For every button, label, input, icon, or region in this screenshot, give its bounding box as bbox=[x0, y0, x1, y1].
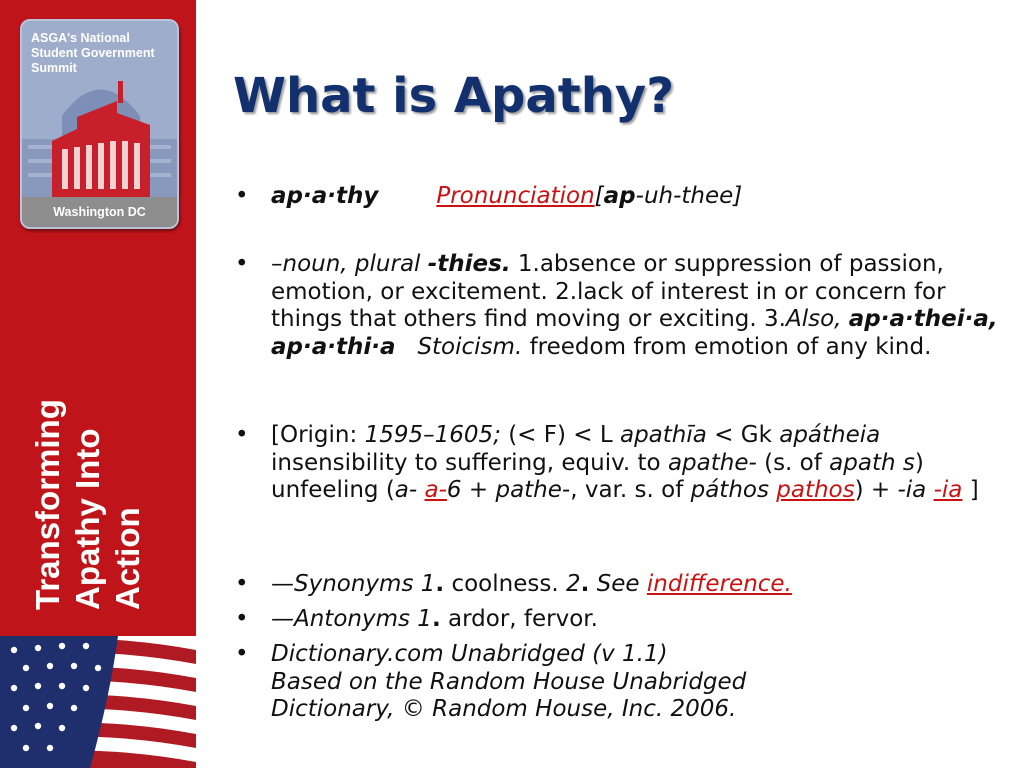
sidebar bbox=[0, 0, 196, 768]
bullet-origin bbox=[233, 422, 1003, 505]
pronunciation-link[interactable]: Pronunciation bbox=[436, 183, 595, 209]
origin-greek: apátheia bbox=[779, 422, 881, 448]
origin-text: (< F) < L bbox=[500, 422, 620, 448]
sense-number: 1 bbox=[420, 571, 436, 597]
bullet-definition bbox=[233, 251, 1003, 361]
definition-text-2: freedom from emotion of any kind. bbox=[529, 333, 932, 360]
link-a[interactable]: a- bbox=[424, 477, 447, 503]
antonyms-label: —Antonyms bbox=[271, 606, 410, 632]
see-label: See bbox=[596, 571, 640, 597]
field-label: Stoicism. bbox=[417, 333, 523, 360]
link-pathos[interactable]: pathos bbox=[776, 477, 855, 503]
sense-number: 1 bbox=[417, 606, 432, 632]
slide-title: What is Apathy? bbox=[233, 68, 675, 124]
origin-text: ] bbox=[962, 477, 979, 503]
origin-a: a- bbox=[394, 477, 418, 503]
pron-stress: ap bbox=[603, 183, 636, 209]
bullet-headword bbox=[233, 183, 1003, 211]
bullet-antonyms: • —Antonyms 1. ardor, fervor. bbox=[233, 606, 1003, 634]
origin-ia: -ia bbox=[897, 477, 927, 503]
badge-title: ASGA's National Student Government Summit bbox=[31, 31, 155, 75]
origin-date: 1595–1605; bbox=[364, 422, 501, 448]
origin-pathos: páthos bbox=[690, 477, 769, 503]
source-line-3: Dictionary, © Random House, Inc. 2006. bbox=[271, 696, 737, 722]
origin-apath: apath s bbox=[829, 449, 915, 476]
pron-open: [ bbox=[594, 183, 604, 209]
source-line-1: Dictionary.com Unabridged (v 1.1) bbox=[271, 641, 668, 667]
us-flag-icon bbox=[0, 636, 196, 768]
origin-text: ) unfeeling ( bbox=[271, 449, 924, 503]
origin-text: + bbox=[461, 477, 496, 503]
origin-text: insensibility to suffering, equiv. to bbox=[271, 449, 668, 476]
bullet-synonyms: • —Synonyms 1. coolness. 2. See indifference. bbox=[233, 571, 1003, 599]
bullet-source bbox=[233, 641, 1003, 724]
sense-number: 2 bbox=[565, 571, 581, 597]
headword: ap·a·thy bbox=[271, 183, 379, 209]
origin-latin: apathīa bbox=[619, 422, 707, 448]
origin-pathe: pathe- bbox=[495, 477, 571, 503]
link-ia[interactable]: -ia bbox=[933, 477, 963, 503]
origin-text: < Gk bbox=[706, 422, 780, 448]
origin-text: , var. s. of bbox=[570, 477, 691, 503]
variant-2: ap·a·thi·a bbox=[271, 333, 396, 360]
badge-footer: Washington DC bbox=[22, 197, 177, 227]
source-line-2: Based on the Random House Unabridged bbox=[271, 668, 747, 695]
synonyms-label: —Synonyms bbox=[271, 571, 414, 597]
indifference-link[interactable]: indifference. bbox=[646, 571, 792, 597]
synonyms-text: coolness. bbox=[451, 571, 559, 597]
pron-rest: -uh-thee] bbox=[635, 183, 743, 209]
also-label: Also, bbox=[785, 306, 842, 332]
origin-apathe: apathe- bbox=[667, 449, 757, 476]
origin-text: [Origin: bbox=[271, 422, 365, 448]
origin-num: 6 bbox=[446, 477, 462, 503]
part-of-speech: –noun, plural bbox=[271, 251, 421, 277]
antonyms-text: ardor, fervor. bbox=[448, 606, 598, 632]
vertical-title: Transforming Apathy Into Action bbox=[29, 399, 146, 610]
summit-badge bbox=[20, 19, 179, 229]
origin-text: ) + bbox=[854, 477, 898, 503]
definition-text: 1.absence or suppression of passion, emotion, or excitement. 2.lack of interest in or concern for things that others find moving or exciting. 3. bbox=[271, 251, 946, 332]
plural-form: -thies. bbox=[427, 251, 511, 277]
origin-text: (s. of bbox=[756, 449, 830, 476]
variant-1: ap·a·thei·a, bbox=[848, 306, 998, 332]
